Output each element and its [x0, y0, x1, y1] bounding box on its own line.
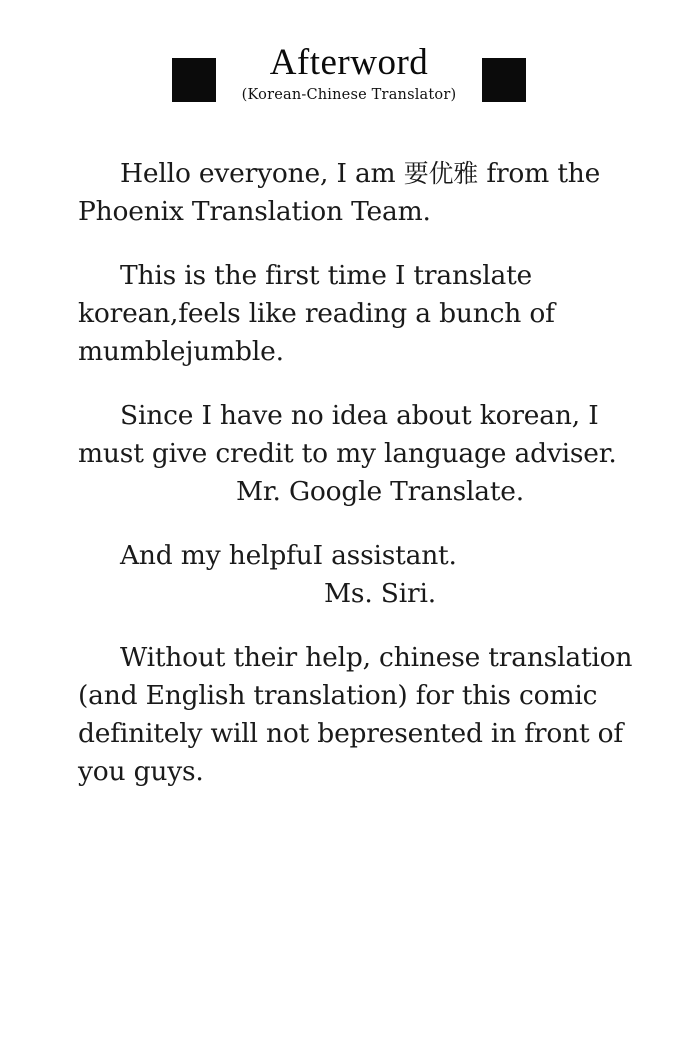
paragraph-intro-part2: from the Phoenix Translation Team. [78, 157, 601, 227]
paragraph-first-time: This is the first time I translate korean,feels like reading a bunch of mumblejumble. [78, 259, 555, 367]
paragraph-intro-cjk-name: 要优雅 [403, 158, 479, 188]
page-subtitle: (Korean-Chinese Translator) [241, 86, 457, 103]
paragraph-intro [78, 155, 652, 231]
paragraph-intro-part1: Hello everyone, I am [120, 157, 404, 189]
paragraph-assistant: And my helpfuI assistant. [120, 539, 457, 571]
page-title: Afterword [269, 42, 429, 83]
black-square-left-icon [172, 58, 216, 102]
paragraph-credit: Since I have no idea about korean, I must give credit to my language adviser. [78, 399, 617, 469]
paragraph-without-help: Without their help, chinese translation (and English translation) for this comic definitely will not bepresented in front of you guys. [78, 641, 633, 787]
paragraph-siri: Ms. Siri. [324, 577, 436, 609]
page-header [0, 0, 698, 103]
title-block [242, 44, 457, 103]
afterword-body [0, 103, 698, 791]
black-square-right-icon [482, 58, 526, 102]
paragraph-google-translate: Mr. Google Translate. [236, 475, 524, 507]
